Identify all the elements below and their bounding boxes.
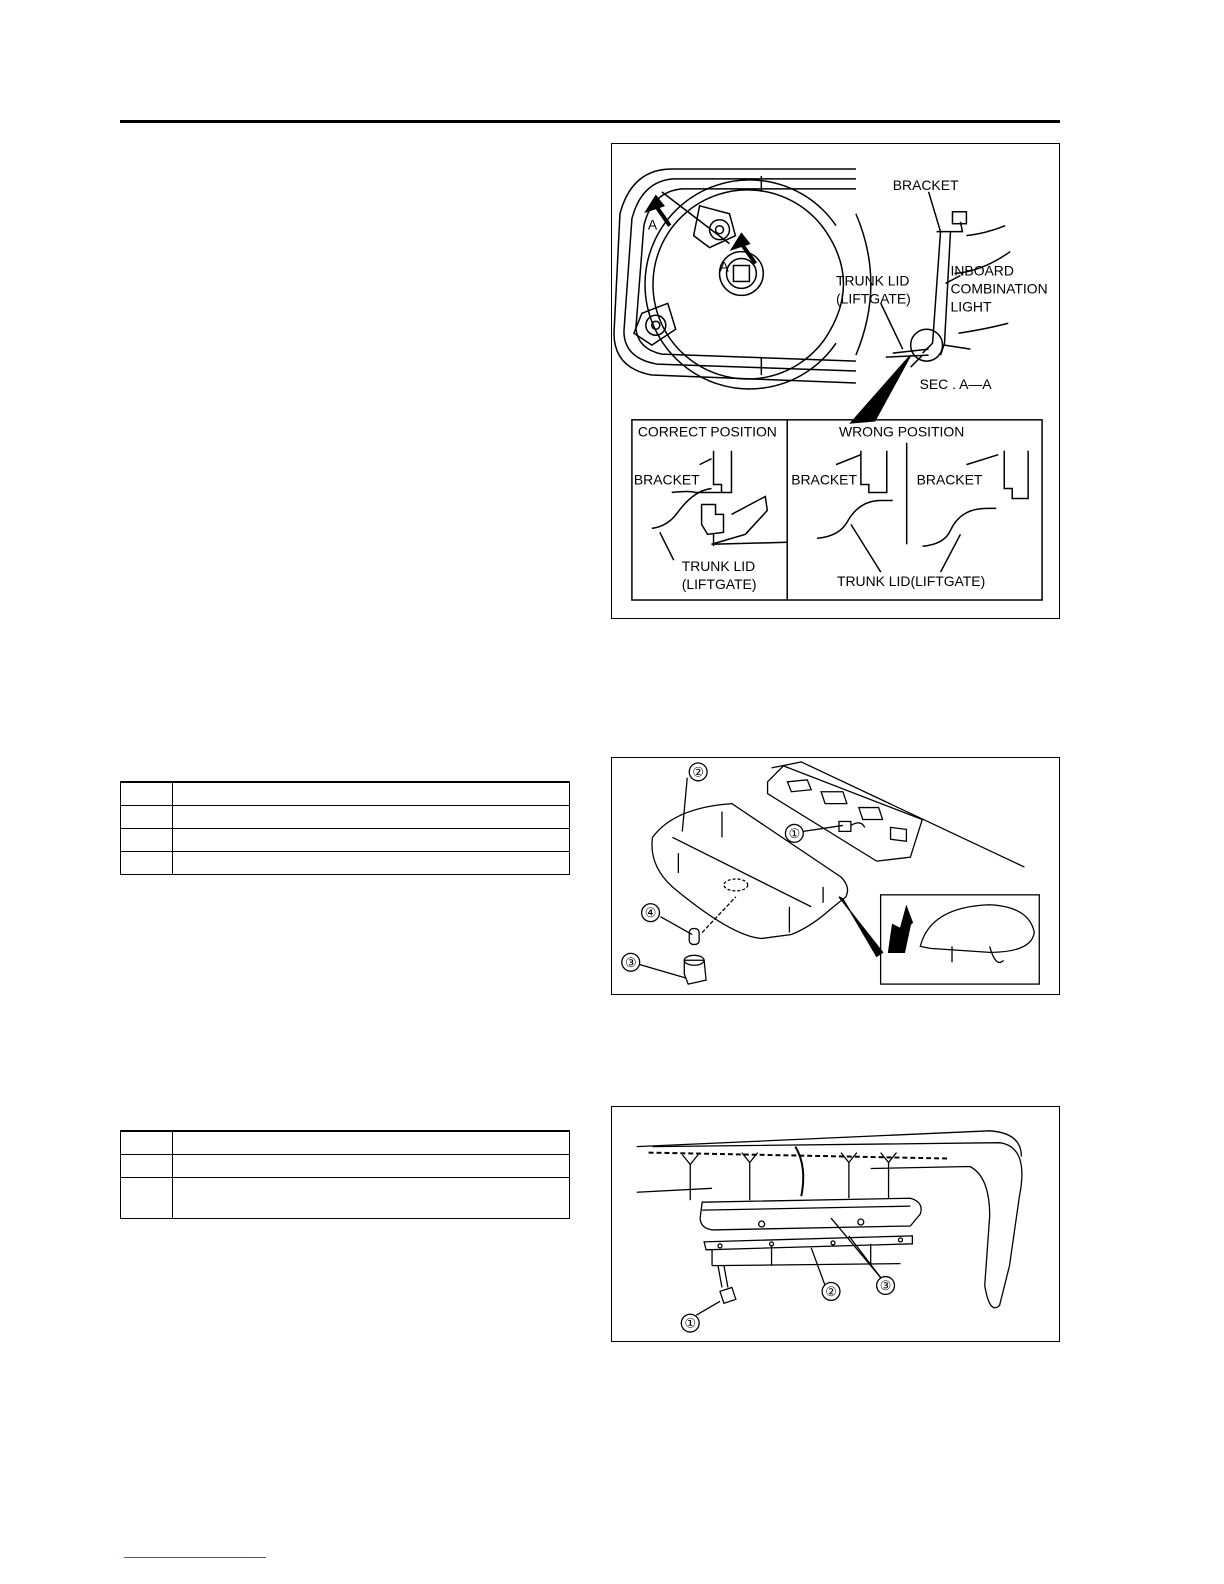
callout-2 [689, 763, 707, 781]
table-cell [121, 1155, 173, 1178]
header-rule [120, 120, 1060, 123]
wrong-bracket-label-2: BRACKET [916, 471, 983, 488]
correct-trunk-lid-label: TRUNK LID [681, 558, 756, 575]
table-cell [173, 829, 570, 852]
footer-link-underline[interactable] [124, 1557, 266, 1558]
bracket-position-illustration [612, 144, 1059, 618]
parts-table-2 [120, 1130, 570, 1219]
svg-text:④: ④ [644, 905, 657, 921]
table-cell [121, 852, 173, 875]
svg-text:②: ② [825, 1283, 837, 1299]
bracket-label: BRACKET [892, 176, 959, 193]
figure-bracket-position [611, 143, 1060, 619]
callout-4 [642, 904, 660, 922]
table-cell [173, 1131, 570, 1155]
svg-text:①: ① [788, 825, 801, 841]
figure-lamp-removal [611, 757, 1060, 995]
table-cell [173, 1155, 570, 1178]
table-cell [121, 806, 173, 829]
table-row [121, 1155, 570, 1178]
callout-1 [681, 1314, 699, 1332]
correct-liftgate-label: (LIFTGATE) [681, 576, 757, 593]
svg-text:②: ② [692, 764, 704, 780]
table-row [121, 1131, 570, 1155]
wrong-trunk-lid-label: TRUNK LID(LIFTGATE) [836, 573, 986, 590]
liftgate-label: (LIFTGATE) [835, 290, 911, 307]
correct-bracket-label: BRACKET [633, 471, 700, 488]
callout-3 [622, 953, 640, 971]
parts-table-1 [120, 781, 570, 875]
svg-text:③: ③ [624, 954, 637, 970]
svg-text:③: ③ [879, 1277, 892, 1293]
table-cell [121, 829, 173, 852]
figure-spoiler-lamp [611, 1106, 1060, 1342]
table-row [121, 806, 570, 829]
callout-3 [877, 1277, 895, 1295]
table-row [121, 1178, 570, 1219]
wrong-position-label: WRONG POSITION [838, 423, 965, 440]
table-row [121, 782, 570, 806]
table-cell [121, 1178, 173, 1219]
table-cell [121, 782, 173, 806]
table-cell [173, 852, 570, 875]
callout-2 [822, 1283, 840, 1301]
svg-text:①: ① [684, 1315, 697, 1331]
arrow-a-label-2: A [719, 258, 729, 275]
table-cell [173, 782, 570, 806]
table-cell [121, 1131, 173, 1155]
table-row [121, 829, 570, 852]
correct-position-label: CORRECT POSITION [637, 423, 777, 440]
combination-label: COMBINATION [950, 280, 1048, 297]
table-cell [173, 1178, 570, 1219]
light-label: LIGHT [950, 298, 992, 315]
callout-1 [785, 824, 803, 842]
spoiler-lamp-illustration [612, 1107, 1059, 1341]
section-label: SEC . A—A [919, 375, 992, 392]
wrong-bracket-label-1: BRACKET [791, 471, 857, 488]
inboard-label: INBOARD [950, 262, 1014, 279]
trunk-lid-label: TRUNK LID [835, 272, 910, 289]
arrow-a-label-1: A [647, 216, 658, 233]
lamp-removal-illustration [612, 758, 1059, 994]
table-row [121, 852, 570, 875]
table-cell [173, 806, 570, 829]
